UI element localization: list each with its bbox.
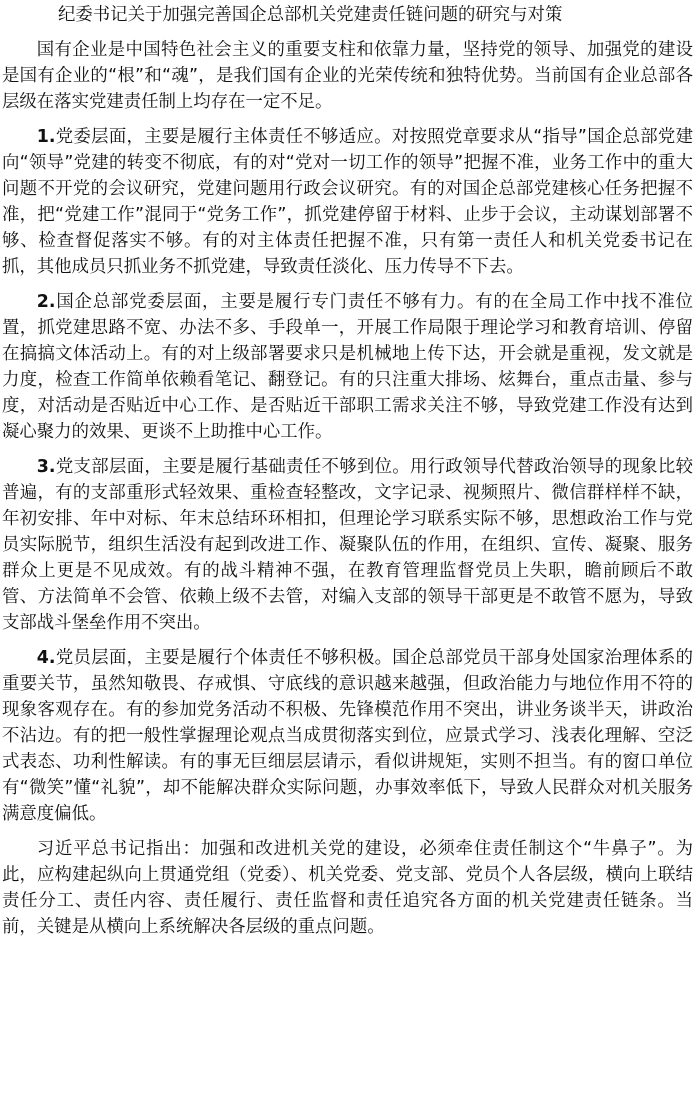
section-text: 党委层面，主要是履行主体责任不够适应。对按照党章要求从“指导”国企总部党建向“领导”党建的转变不彻底，有的对“党对一切工作的领导”把握不准，业务工作中的重大问题不开党的会议研究，党建问题用行政会议研究。有的对国企总部党建核心任务把握不准，把“党建工作”混同于“党务工作”，抓党建停留于材料、止步于会议，主动谋划部署不够、检查督促落实不够。有的对主体责任把握不准，只有第一责任人和机关党委书记在抓，其他成员只抓业务不抓党建，导致责任淡化、压力传导不下去。 [2,127,693,277]
section-paragraph-1 [2,124,693,280]
document-title: 纪委书记关于加强完善国企总部机关党建责任链问题的研究与对策 [58,5,563,25]
section-paragraph-4 [2,645,693,827]
closing-paragraph: 习近平总书记指出：加强和改进机关党的建设，必须牵住责任制这个“牛鼻子”。为此，应构建起纵向上贯通党组（党委）、机关党委、党支部、党员个人各层级，横向上联结责任分工、责任内容、责任履行、责任监督和责任追究各方面的机关党建责任链条。当前，关键是从横向上系统解决各层级的重点问题。 [2,839,693,937]
section-text: 党支部层面，主要是履行基础责任不够到位。用行政领导代替政治领导的现象比较普遍，有的支部重形式轻效果、重检查轻整改，文字记录、视频照片、微信群样样不缺，年初安排、年中对标、年末总结环环相扣，但理论学习联系实际不够，思想政治工作与党员实际脱节，组织生活没有起到改进工作、凝聚队伍的作用，在组织、宣传、凝聚、服务群众上更是不见成效。有的战斗精神不强，在教育管理监督党员上失职，瞻前顾后不敢管、方法简单不会管、依赖上级不去管，对编入支部的领导干部更是不敢管不愿为，导致支部战斗堡垒作用不突出。 [2,457,693,633]
section-paragraph-3 [2,454,693,636]
section-text: 党员层面，主要是履行个体责任不够积极。国企总部党员干部身处国家治理体系的重要关节，虽然知敬畏、存戒惧、守底线的意识越来越强，但政治能力与地位作用不符的现象客观存在。有的参加党务活动不积极、先锋模范作用不突出，讲业务谈半天，讲政治不沾边。有的把一般性掌握理论观点当成贯彻落实到位，应景式学习、浅表化理解、空泛式表态、功利性解读。有的事无巨细层层请示，看似讲规矩，实则不担当。有的窗口单位有“微笑”懂“礼貌”，却不能解决群众实际问题，办事效率低下，导致人民群众对机关服务满意度偏低。 [2,648,693,824]
section-number: 2. [36,292,56,312]
section-text: 国企总部党委层面，主要是履行专门责任不够有力。有的在全局工作中找不准位置，抓党建思路不宽、办法不多、手段单一，开展工作局限于理论学习和教育培训、停留在搞搞文体活动上。有的对上级部署要求只是机械地上传下达，开会就是重视，发文就是力度，检查工作简单依赖看笔记、翻登记。有的只注重大排场、炫舞台，重点击量、参与度，对活动是否贴近中心工作、是否贴近干部职工需求关注不够，导致党建工作没有达到凝心聚力的效果、更谈不上助推中心工作。 [2,292,693,442]
intro-paragraph: 国有企业是中国特色社会主义的重要支柱和依靠力量，坚持党的领导、加强党的建设是国有企业的“根”和“魂”，是我们国有企业的光荣传统和独特优势。当前国有企业总部各层级在落实党建责任制上均存在一定不足。 [2,40,693,112]
section-paragraph-2 [2,289,693,445]
section-number: 1. [36,127,56,147]
section-number: 4. [36,648,56,668]
section-number: 3. [36,457,56,477]
